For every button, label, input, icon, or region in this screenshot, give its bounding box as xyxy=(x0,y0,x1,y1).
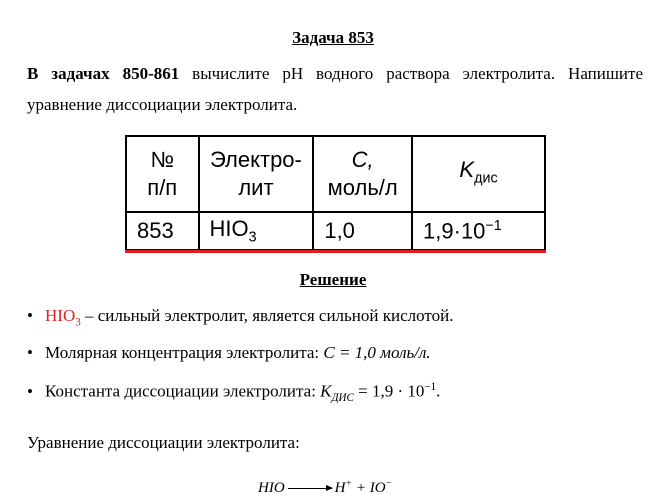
table-header-row xyxy=(126,136,545,212)
header-electrolyte-line1: Электро- xyxy=(209,147,302,172)
bullet-3-value: = 1,9 · 10 xyxy=(353,381,425,401)
data-table-container xyxy=(125,135,546,250)
bullet-3-exp: −1 xyxy=(424,381,437,393)
header-number-line2: п/п xyxy=(147,175,178,200)
bullet-3-k: K xyxy=(320,381,332,401)
bullet-item-3 xyxy=(27,381,440,404)
bullet-2-text: Молярная концентрация электролита: xyxy=(45,343,324,362)
header-kdis-symbol: K xyxy=(459,156,475,182)
equation-right-2-sup: − xyxy=(385,478,393,489)
bullet-1-formula xyxy=(45,306,81,329)
cell-electrolyte xyxy=(199,212,314,250)
dissociation-equation xyxy=(258,478,392,497)
cell-concentration: 1,0 xyxy=(313,212,412,250)
equation-right-2: IO xyxy=(369,480,386,496)
table-row xyxy=(126,212,545,250)
header-concentration-line1: C, xyxy=(351,147,374,172)
red-underline xyxy=(125,250,546,253)
equation-left: HIO xyxy=(258,480,285,496)
bullet-item-1 xyxy=(27,306,453,328)
equation-right-1-sup: + xyxy=(345,478,353,489)
problem-title: Задача 853 xyxy=(292,28,374,47)
cell-kdis xyxy=(412,212,545,250)
bullet-2-formula: C = 1,0 моль/л. xyxy=(323,343,431,362)
arrow-right-icon xyxy=(288,488,332,489)
problem-statement xyxy=(27,58,643,120)
bullet-item-2 xyxy=(27,343,431,363)
header-concentration-line2: моль/л xyxy=(327,175,398,200)
header-number xyxy=(126,136,199,212)
cell-electrolyte-base: HIO xyxy=(209,216,249,242)
header-concentration xyxy=(313,136,412,212)
bullet-3-text: Константа диссоциации электролита: xyxy=(45,381,321,401)
bullet-dot-icon: • xyxy=(27,343,33,362)
bullet-3-k-sub: ДИС xyxy=(331,392,354,405)
statement-bold: В задачах 850-861 xyxy=(27,64,180,83)
header-kdis xyxy=(412,136,545,212)
header-kdis-sub: дис xyxy=(474,170,498,187)
data-table xyxy=(125,135,546,251)
statement-line-2: уравнение диссоциации электролита. xyxy=(27,95,298,114)
equation-label: Уравнение диссоциации электролита: xyxy=(27,433,300,452)
bullet-3-end: . xyxy=(436,381,441,401)
cell-kdis-exp: −1 xyxy=(485,217,502,234)
cell-number: 853 xyxy=(126,212,199,250)
equation-right-1: H xyxy=(334,480,346,496)
equation-plus: + xyxy=(352,480,370,496)
statement-text-1: вычислите рН водного раствора электролита. Напишите xyxy=(179,64,643,83)
bullet-1-text: – сильный электролит, является сильной кислотой. xyxy=(80,306,454,325)
bullet-1-formula-base: HIO xyxy=(45,306,76,325)
header-electrolyte xyxy=(199,136,314,212)
bullet-1-formula-sub: 3 xyxy=(75,316,81,329)
solution-title: Решение xyxy=(299,270,367,289)
bullet-dot-icon: • xyxy=(27,381,33,401)
cell-electrolyte-sub: 3 xyxy=(248,229,257,246)
statement-line-1 xyxy=(27,58,643,89)
header-electrolyte-line2: лит xyxy=(238,175,274,200)
bullet-dot-icon: • xyxy=(27,306,33,325)
header-number-line1: № xyxy=(150,147,175,172)
cell-kdis-base: 1,9·10 xyxy=(423,218,486,244)
